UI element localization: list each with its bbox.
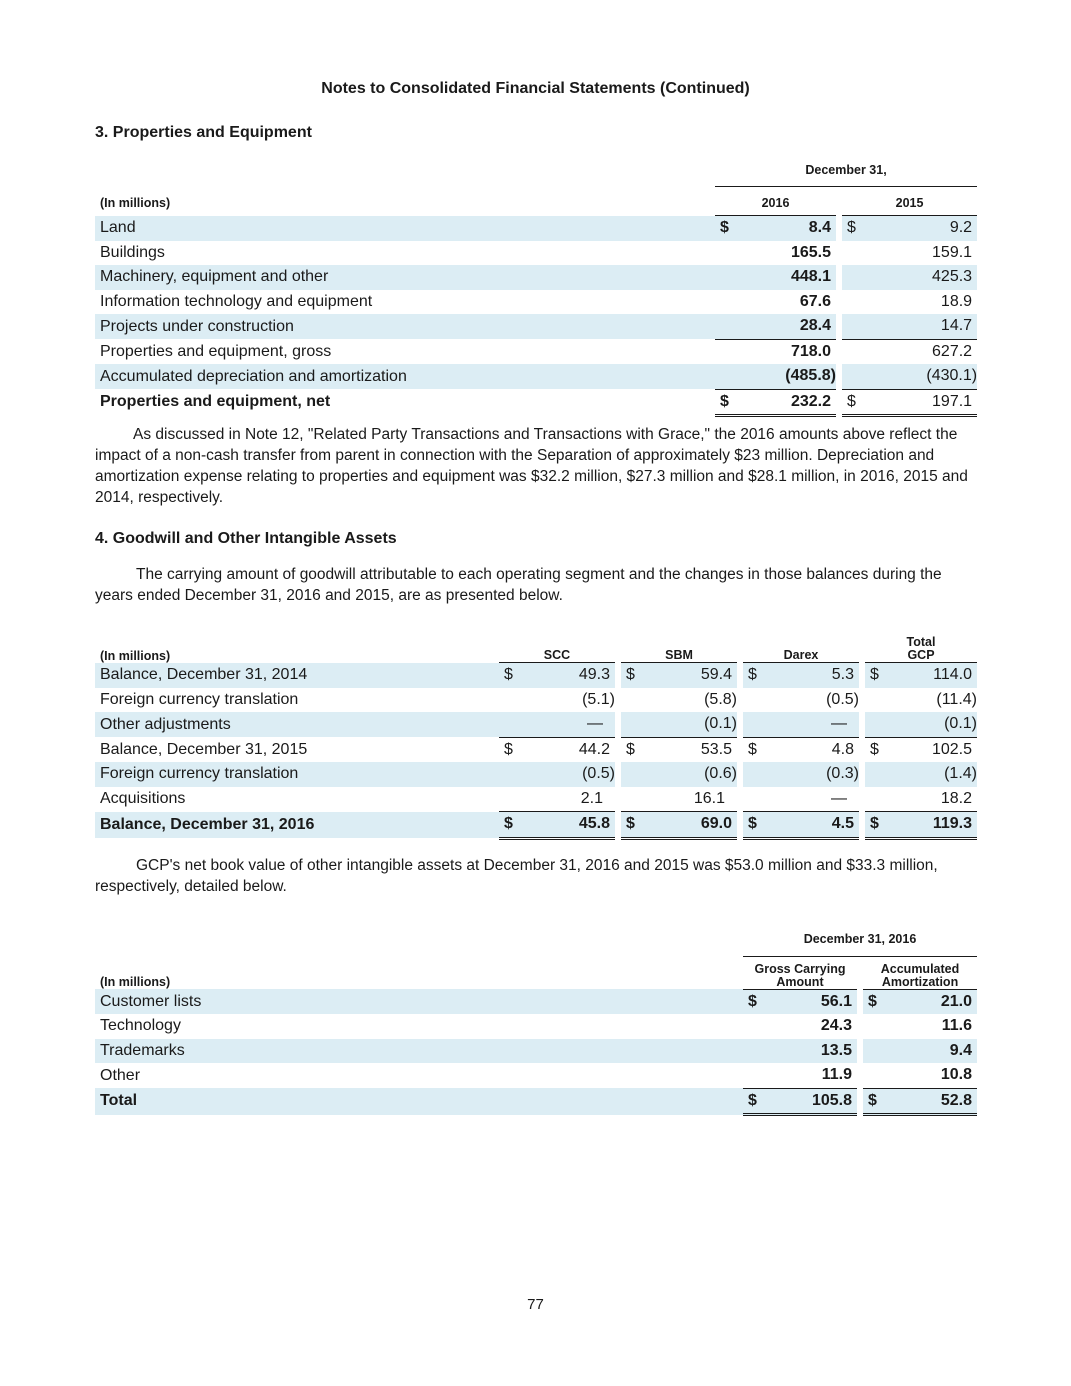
value-scc: (0.5) <box>515 762 615 787</box>
value-total: (11.4) <box>936 690 977 708</box>
value-accum: 52.8 <box>879 1088 977 1115</box>
row-label: Machinery, equipment and other <box>95 265 715 290</box>
row-label: Properties and equipment, net <box>100 393 331 411</box>
value-total: (0.1) <box>881 712 977 737</box>
currency-symbol: $ <box>842 389 858 416</box>
section-4-paragraph-1 <box>95 564 975 606</box>
row-label: Balance, December 31, 2016 <box>95 812 499 839</box>
value-2015: 425.3 <box>858 265 977 290</box>
units-label: (In millions) <box>100 195 171 210</box>
value-darex: — <box>759 787 859 812</box>
table-row-total <box>95 1088 977 1115</box>
december-31-2016-header: December 31, 2016 <box>743 927 977 956</box>
value-total: 102.5 <box>931 740 972 758</box>
value-2015: 14.7 <box>858 314 977 339</box>
page-header: Notes to Consolidated Financial Statements (Continued) <box>321 80 750 97</box>
value-darex: (0.3) <box>759 762 859 787</box>
currency-symbol: $ <box>626 740 635 758</box>
value-2016: 165.5 <box>790 243 831 261</box>
currency-symbol: $ <box>748 740 757 758</box>
intangible-assets-table <box>95 927 977 1116</box>
table-row-total <box>95 812 977 839</box>
december-31-header: December 31, <box>715 158 977 186</box>
table-row <box>95 1039 977 1064</box>
table-row <box>95 1063 977 1088</box>
value-total: 18.2 <box>881 787 977 812</box>
col-accumulated-amortization-header <box>863 956 977 989</box>
table-row <box>95 339 977 364</box>
row-label: Other adjustments <box>95 712 499 737</box>
table-row <box>95 364 977 389</box>
value-sbm: 16.1 <box>637 787 737 812</box>
value-2015: 159.1 <box>932 243 973 261</box>
value-sbm: (0.6) <box>637 762 737 787</box>
value-sbm: 53.5 <box>700 740 732 758</box>
row-label: Balance, December 31, 2014 <box>95 663 499 688</box>
header-line: Amortization <box>881 974 959 989</box>
currency-symbol: $ <box>621 812 637 839</box>
value-scc: 2.1 <box>515 787 615 812</box>
value-2016: 448.1 <box>731 265 836 290</box>
value-darex: 5.3 <box>759 663 859 688</box>
paragraph-text: GCP's net book value of other intangible assets at December 31, 2016 and 2015 was $53.0 million and $33.3 million, respectively, detailed below. <box>95 857 938 895</box>
value-darex: (0.5) <box>826 690 859 708</box>
currency-symbol: $ <box>743 1088 759 1115</box>
table-row-total <box>95 389 977 416</box>
value-accum: 11.6 <box>941 1017 973 1035</box>
value-gross: 13.5 <box>759 1039 857 1064</box>
paragraph-text: As discussed in Note 12, "Related Party Transactions and Transactions with Grace," the 2016 amounts above reflect the impact of a non-cash transfer from parent in connection with the Separation of approximately $23 million. Depreciation and amortization expense relating to properties and equipment was $32.2 million, $27.3 million and $28.1 million, in 2016, 2015 and 2014, respectively. <box>95 426 968 506</box>
header-line: Accumulated <box>880 961 960 976</box>
header-line: GCP <box>907 648 935 662</box>
table-row <box>95 712 977 737</box>
table-row <box>95 216 977 241</box>
value-scc: 44.2 <box>578 740 610 758</box>
table-row <box>95 787 977 812</box>
header-line: Gross Carrying <box>754 961 846 976</box>
value-2015: 197.1 <box>858 389 977 416</box>
currency-symbol: $ <box>865 812 881 839</box>
currency-symbol: $ <box>743 812 759 839</box>
header-line: Total <box>906 635 936 649</box>
header-line: Amount <box>776 974 824 989</box>
currency-symbol: $ <box>715 216 731 241</box>
table-row <box>95 688 977 713</box>
section-4-title: 4. Goodwill and Other Intangible Assets <box>95 530 397 547</box>
currency-symbol: $ <box>743 663 759 688</box>
value-total: (1.4) <box>881 762 977 787</box>
section-3-paragraph <box>95 424 975 508</box>
row-label: Projects under construction <box>95 314 715 339</box>
value-2016: 8.4 <box>731 216 836 241</box>
properties-equipment-table <box>95 158 977 417</box>
value-darex: 4.8 <box>831 740 854 758</box>
value-scc: 49.3 <box>515 663 615 688</box>
value-scc: (5.1) <box>582 690 615 708</box>
value-gross: 56.1 <box>759 989 857 1014</box>
value-sbm: (5.8) <box>704 690 737 708</box>
currency-symbol: $ <box>499 663 515 688</box>
row-label: Foreign currency translation <box>100 690 299 708</box>
value-2016: 232.2 <box>731 389 836 416</box>
value-2016: 28.4 <box>731 314 836 339</box>
value-sbm: (0.1) <box>637 712 737 737</box>
currency-symbol: $ <box>621 663 637 688</box>
row-label: Balance, December 31, 2015 <box>100 740 308 758</box>
row-label: Land <box>95 216 715 241</box>
currency-symbol: $ <box>499 812 515 839</box>
paragraph-text: The carrying amount of goodwill attributable to each operating segment and the changes in those balances during the years ended December 31, 2016 and 2015, are as presented below. <box>95 566 942 604</box>
value-darex: 4.5 <box>759 812 859 839</box>
value-scc: 45.8 <box>515 812 615 839</box>
currency-symbol: $ <box>842 216 858 241</box>
row-label: Information technology and equipment <box>100 292 373 310</box>
page-number: 77 <box>527 1296 544 1313</box>
value-scc: — <box>515 712 615 737</box>
col-sbm-header: SBM <box>621 636 737 663</box>
value-sbm: 69.0 <box>637 812 737 839</box>
value-accum: 9.4 <box>879 1039 977 1064</box>
value-gross: 105.8 <box>759 1088 857 1115</box>
row-label: Trademarks <box>95 1039 743 1064</box>
value-2016: 718.0 <box>790 342 831 360</box>
table-row <box>95 737 977 762</box>
value-darex: — <box>759 712 859 737</box>
row-label: Other <box>100 1066 141 1084</box>
value-accum: 10.8 <box>879 1063 977 1088</box>
value-total: 119.3 <box>881 812 977 839</box>
currency-symbol: $ <box>504 740 513 758</box>
row-label: Foreign currency translation <box>95 762 499 787</box>
currency-symbol: $ <box>743 989 759 1014</box>
table-row <box>95 290 977 315</box>
value-accum: 21.0 <box>879 989 977 1014</box>
table-row <box>95 265 977 290</box>
currency-symbol: $ <box>715 389 731 416</box>
table-row <box>95 1014 977 1039</box>
value-2015: 9.2 <box>858 216 977 241</box>
col-scc-header: SCC <box>499 636 615 663</box>
value-gross: 24.3 <box>820 1017 852 1035</box>
row-label: Customer lists <box>95 989 743 1014</box>
goodwill-table <box>95 636 977 840</box>
row-label: Technology <box>100 1017 181 1035</box>
row-label: Acquisitions <box>100 790 186 807</box>
row-label: Properties and equipment, gross <box>100 342 332 360</box>
row-label: Accumulated depreciation and amortization <box>95 364 715 389</box>
value-sbm: 59.4 <box>637 663 737 688</box>
col-2016-header: 2016 <box>715 186 836 216</box>
value-2015: 18.9 <box>940 292 973 310</box>
currency-symbol: $ <box>863 1088 879 1115</box>
row-label: Total <box>95 1088 743 1115</box>
col-2015-header: 2015 <box>842 186 977 216</box>
value-total: 114.0 <box>881 663 977 688</box>
value-2015: (430.1) <box>858 364 977 389</box>
currency-symbol: $ <box>863 989 879 1014</box>
table-row <box>95 314 977 339</box>
col-darex-header: Darex <box>743 636 859 663</box>
currency-symbol: $ <box>870 740 879 758</box>
table-row <box>95 241 977 266</box>
value-gross: 11.9 <box>759 1063 857 1088</box>
section-3-title: 3. Properties and Equipment <box>95 124 312 141</box>
units-label: (In millions) <box>100 648 171 663</box>
section-4-paragraph-2 <box>95 855 975 897</box>
table-row <box>95 762 977 787</box>
value-2015: 627.2 <box>932 342 973 360</box>
table-row <box>95 663 977 688</box>
col-gross-carrying-header <box>743 956 857 989</box>
table-row <box>95 989 977 1014</box>
col-total-gcp-header <box>865 636 977 663</box>
value-2016: (485.8) <box>731 364 836 389</box>
row-label: Buildings <box>100 243 165 261</box>
value-2016: 67.6 <box>799 292 831 310</box>
units-label: (In millions) <box>100 975 171 989</box>
currency-symbol: $ <box>865 663 881 688</box>
